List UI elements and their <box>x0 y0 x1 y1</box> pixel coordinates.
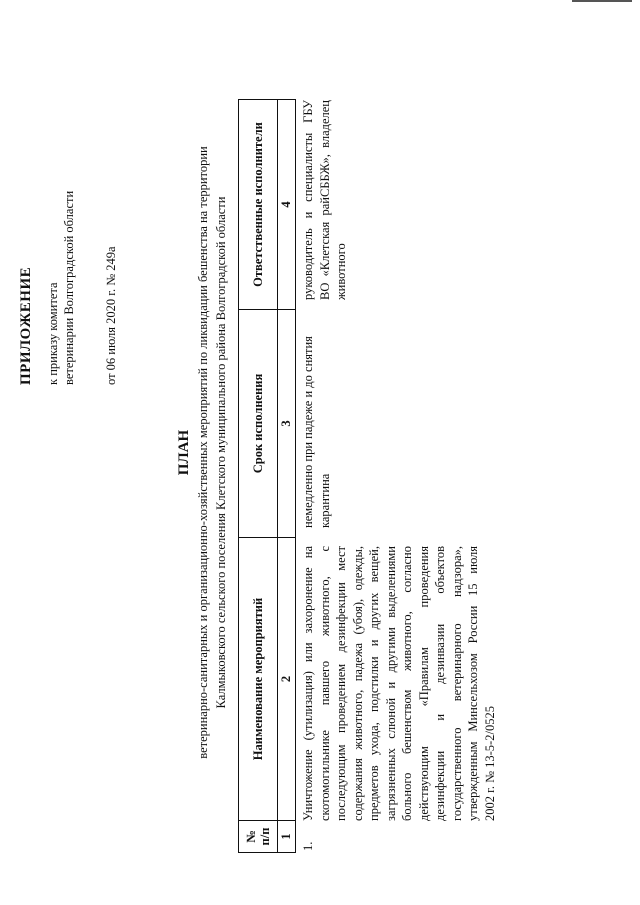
column-index-4: 4 <box>278 100 296 310</box>
column-index-3: 3 <box>278 310 296 538</box>
plan-subtitle-2: Калмыковского сельского поселения Клетского муниципального района Волгоградской области <box>214 196 228 709</box>
row-responsible: руководитель и специалисты ГБУ ВО «Клетская райСББЖ», владелец животного <box>301 100 348 300</box>
row-term: немедленно при падеже и до снятия карантина <box>301 336 332 528</box>
appendix-date-line: от 06 июля 2020 г. № 249а <box>104 246 118 385</box>
plan-table-body <box>300 93 498 853</box>
appendix-committee-line: ветеринарии Волгоградской области <box>62 190 76 385</box>
header-term: Срок исполнения <box>239 310 278 538</box>
column-number-row <box>278 100 296 853</box>
table-row <box>300 93 498 853</box>
header-responsible: Ответственные исполнители <box>239 100 278 310</box>
plan-subtitle-1: ветеринарно-санитарных и организационно-хозяйственных мероприятий по ликвидации бешенства на территории <box>196 146 210 759</box>
row-number: 1. <box>301 841 315 851</box>
plan-title: ПЛАН <box>176 429 192 476</box>
header-activity: Наименование мероприятий <box>239 538 278 821</box>
column-index-1: 1 <box>278 821 296 853</box>
column-index-2: 2 <box>278 538 296 821</box>
row-description: Уничтожение (утилизация) или захоронение на скотомогильнике павшего животного, с последующим проведением дезинфекции мест содержания животного, падежа (убоя), одежды, предметов ухода, подстилки и других вещей, загрязненных слюной и другими выделениями больного бешенством животного, согласно действующим «Правилам проведения дезинфекции и дезинвазии объектов государственного ветеринарного надзора», утвержденным Минсельхозом России 15 июля 2002 г. № 13-5-2/0525 <box>301 546 497 821</box>
header-number: № п/п <box>239 821 278 853</box>
plan-table-header <box>238 99 296 853</box>
header-row <box>239 100 278 853</box>
appendix-order-line: к приказу комитета <box>46 282 60 385</box>
appendix-title: ПРИЛОЖЕНИЕ <box>18 266 34 385</box>
